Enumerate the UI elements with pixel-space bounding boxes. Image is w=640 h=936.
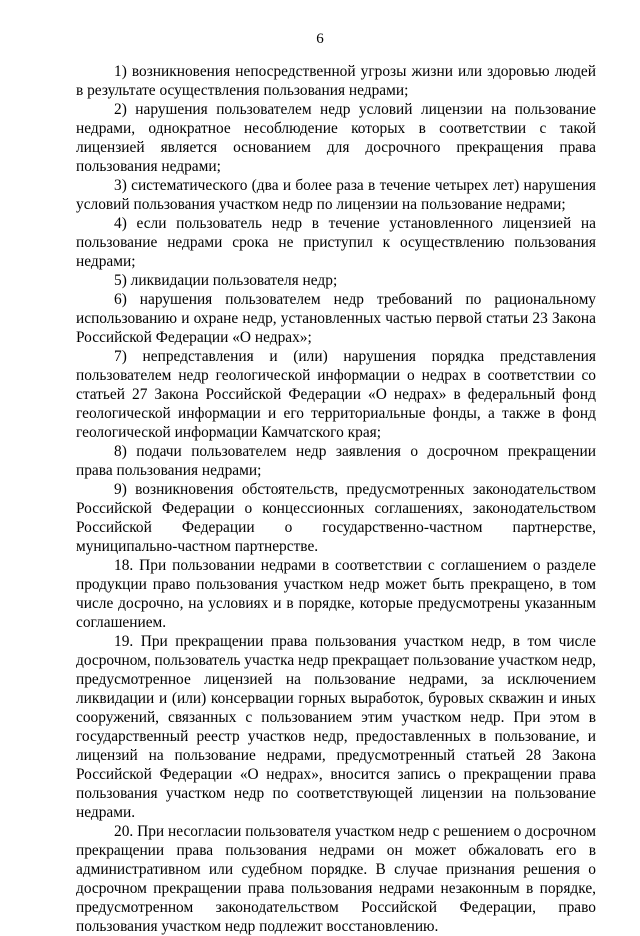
paragraph-item-3: 3) систематического (два и более раза в течение четырех лет) нарушения условий пользования участком недр по лицензии на пользование недрами; [76, 177, 596, 213]
paragraph-item-6: 6) нарушения пользователем недр требований по рациональному использованию и охране недр, установленных частью первой статьи 23 Закона Российской Федерации «О недрах»; [76, 291, 596, 346]
paragraph-item-8: 8) подачи пользователем недр заявления о досрочном прекращении права пользования недрами; [76, 443, 596, 479]
paragraph-item-7: 7) непредставления и (или) нарушения порядка представления пользователем недр геологической информации о недрах в соответствии со статьей 27 Закона Российской Федерации «О недрах» в федеральный фонд геологической информации и его территориальные фонды, а также в фонд геологической информации Камчатского края; [76, 348, 596, 441]
paragraph-item-2: 2) нарушения пользователем недр условий лицензии на пользование недрами, однократное несоблюдение которых в соответствии с такой лицензией является основанием для досрочного прекращения права пользования недрами; [76, 101, 596, 175]
paragraph-clause-19: 19. При прекращении права пользования участком недр, в том числе досрочном, пользователь участка недр прекращает пользование участком недр, предусмотренное лицензией на пользование недрами, за исключением ликвидации и (или) консервации горных выработок, буровых скважин и иных сооружений, связанных с пользованием этим участком недр. При этом в государственный реестр участков недр, предоставленных в пользование, и лицензий на пользование недрами, предусмотренный статьей 28 Закона Российской Федерации «О недрах», вносится запись о прекращении права пользования участком недр по соответствующей лицензии на пользование недрами. [76, 633, 597, 821]
paragraph-item-1: 1) возникновения непосредственной угрозы жизни или здоровью людей в результате осуществления пользования недрами; [76, 63, 596, 99]
paragraph-item-4: 4) если пользователь недр в течение установленного лицензией на пользование недрами срока не приступил к осуществлению пользования недрами; [76, 215, 596, 270]
paragraph-item-9: 9) возникновения обстоятельств, предусмотренных законодательством Российской Федерации о концессионных соглашениях, законодательством Российской Федерации о государственно-частном партнерстве, муниципально-частном партнерстве. [76, 481, 596, 555]
page-number: 6 [316, 31, 324, 47]
paragraph-item-5: 5) ликвидации пользователя недр; [114, 272, 338, 289]
paragraph-clause-18: 18. При пользовании недрами в соответствии с соглашением о разделе продукции право пользования участком недр может быть прекращено, в том числе досрочно, на условиях и в порядке, которые предусмотрены указанным соглашением. [76, 557, 596, 631]
paragraph-clause-20: 20. При несогласии пользователя участком недр с решением о досрочном прекращении права пользования недрами он может обжаловать его в административном или судебном порядке. В случае признания решения о досрочном прекращении права пользования недрами незаконным в порядке, предусмотренном законодательством Российской Федерации, право пользования участком недр подлежит восстановлению. [76, 823, 596, 935]
document-body [76, 62, 596, 936]
